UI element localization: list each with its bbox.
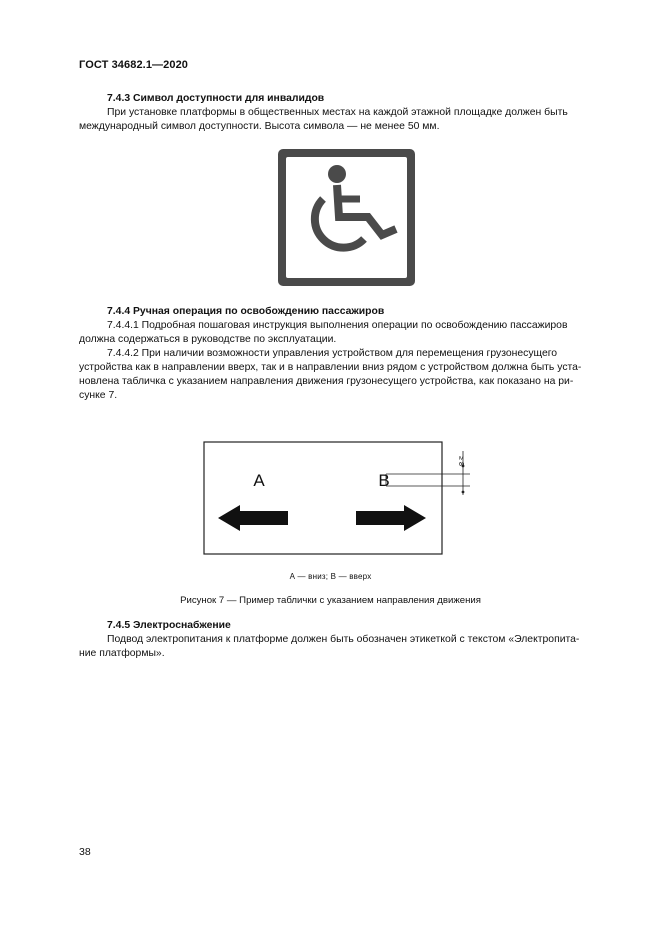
section-7-4-4-1-line1: 7.4.4.1 Подробная пошаговая инструкция выполнения операции по освобождению пассажиров (107, 320, 568, 331)
sign-label-b: B (378, 471, 390, 490)
section-7-4-4-2-line1: 7.4.4.2 При наличии возможности управления устройством для перемещения грузонесущего (107, 348, 558, 359)
section-7-4-5-line1: Подвод электропитания к платформе должен быть обозначен этикеткой с текстом «Электропита- (107, 634, 580, 645)
section-7-4-3-line1: При установке платформы в общественных местах на каждой этажной площадке должен быть (107, 107, 568, 118)
wheelchair-accessibility-icon (276, 147, 417, 288)
section-7-4-4 (79, 305, 614, 403)
section-7-4-4-1-line2: должна содержаться в руководстве по эксплуатации. (79, 334, 337, 345)
page-number: 38 (79, 846, 91, 858)
document-header: ГОСТ 34682.1—2020 (79, 59, 189, 71)
section-7-4-4-2-line3: новлена табличка с указанием направления движения грузонесущего устройства, как показано на ри- (79, 376, 574, 387)
section-7-4-3-line2: международный символ доступности. Высота символа — не менее 50 мм. (79, 121, 440, 132)
section-7-4-4-2-line2: устройства как в направлении вверх, так и в направлении вниз рядом с устройством должна быть уста- (79, 362, 582, 373)
section-7-4-4-2-line4: сунке 7. (79, 390, 118, 401)
sign-label-a: A (253, 471, 265, 490)
section-7-4-5 (79, 619, 614, 661)
section-7-4-4-title: 7.4.4 Ручная операция по освобождению пассажиров (107, 306, 385, 317)
section-7-4-3-title: 7.4.3 Символ доступности для инвалидов (107, 93, 325, 104)
dimension-label: ≥ 8 (457, 456, 464, 466)
section-7-4-5-line2: ние платформы». (79, 648, 165, 659)
section-7-4-3 (79, 92, 614, 134)
section-7-4-5-title: 7.4.5 Электроснабжение (107, 620, 231, 631)
figure-7-key: А — вниз; В — вверх (289, 572, 372, 581)
figure-7-caption: Рисунок 7 — Пример таблички с указанием направления движения (180, 595, 481, 606)
sign-frame (204, 442, 442, 554)
figure-7-sign (200, 437, 475, 557)
